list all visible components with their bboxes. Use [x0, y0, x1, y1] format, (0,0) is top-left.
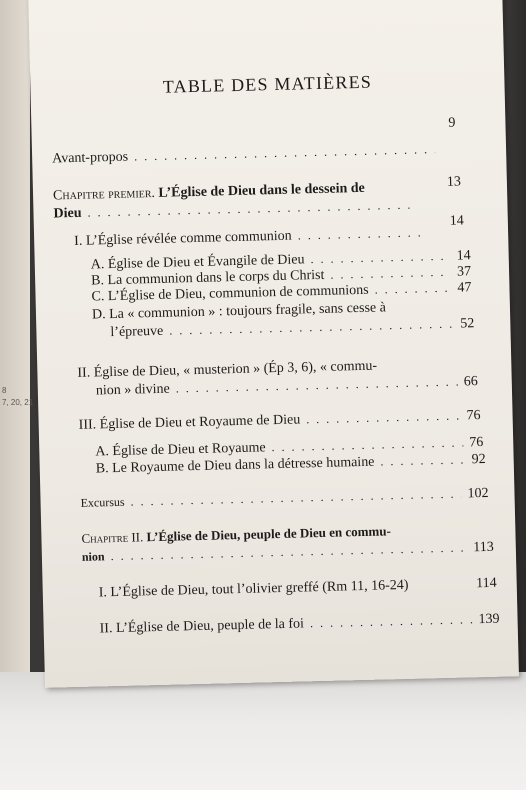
- entry-label: nion » divine: [95, 381, 170, 399]
- entry-label: A. Église de Dieu et Royaume: [95, 440, 266, 460]
- margin-fragment: 8: [2, 386, 7, 395]
- chapter-prefix: Chapitre II.: [81, 529, 144, 546]
- page-number: 66: [463, 374, 478, 390]
- entry-label: C. L’Église de Dieu, communion de communions: [91, 282, 369, 305]
- page-number: 37: [456, 264, 472, 280]
- page-number: 76: [469, 435, 484, 451]
- entry-label: I. L’Église révélée comme communion: [74, 228, 292, 249]
- entry-label: B. La communion dans le corps du Christ: [90, 267, 325, 289]
- toc-entry-avant-propos: [52, 141, 448, 168]
- toc-entry-section: [78, 407, 480, 434]
- dot-leader: [374, 280, 451, 299]
- page-number: 113: [473, 539, 494, 556]
- page-number: 13: [446, 174, 462, 190]
- book-page: [28, 0, 519, 688]
- dot-leader: [134, 141, 435, 165]
- entry-label: II. L’Église de Dieu, peuple de la foi: [99, 616, 305, 637]
- dot-leader: [130, 486, 461, 511]
- entry-label: nion: [81, 549, 105, 564]
- page-number: 52: [460, 316, 475, 332]
- chapter-title: L’Église de Dieu, peuple de Dieu en commu-: [146, 523, 392, 545]
- margin-fragment: 7, 20, 21: [2, 398, 34, 407]
- page-number: 14: [449, 213, 465, 229]
- entry-label: III. Église de Dieu et Royaume de Dieu: [78, 412, 301, 433]
- entry-label: l’épreuve: [110, 323, 164, 341]
- entry-label: B. Le Royaume de Dieu dans la détresse humaine: [95, 454, 375, 477]
- entry-label: Excursus: [80, 494, 125, 510]
- dot-leader: [310, 611, 473, 632]
- dot-leader: [306, 408, 461, 429]
- chapter-title: L’Église de Dieu dans le dessein de: [158, 180, 365, 201]
- page-number: 14: [456, 248, 471, 264]
- toc-entry-section-line1: II. Église de Dieu, « musterion » (Ép 3, 6), « commu-: [77, 358, 378, 381]
- chapter-prefix: Chapitre premier.: [52, 185, 156, 204]
- page-number: 102: [467, 485, 489, 502]
- toc-entry-excursus: [80, 485, 488, 512]
- page-number: 9: [448, 115, 456, 131]
- toc-entry-section: [99, 575, 497, 602]
- dot-leader: [380, 451, 466, 470]
- entry-label: A. Église de Dieu et Évangile de Dieu: [90, 252, 305, 273]
- entry-label: Dieu: [53, 205, 82, 222]
- entry-label: Avant-propos: [52, 149, 129, 167]
- toc-entry-section: [99, 611, 499, 638]
- dot-leader: [298, 224, 425, 244]
- table-surface: [0, 672, 526, 790]
- page-title: TABLE DES MATIÈRES: [162, 71, 373, 97]
- toc-entry-subsection-line1: D. La « communion » : toujours fragile, sans cesse à: [91, 300, 387, 323]
- page-number: 92: [471, 451, 486, 468]
- page-number: 76: [466, 408, 481, 424]
- page-number: 114: [476, 575, 497, 592]
- page-number: 139: [478, 611, 500, 628]
- page-number: 47: [457, 280, 472, 296]
- toc-entry-section: [74, 224, 430, 250]
- entry-label: I. L’Église de Dieu, tout l’olivier greffé (Rm 11, 16-24): [98, 577, 409, 601]
